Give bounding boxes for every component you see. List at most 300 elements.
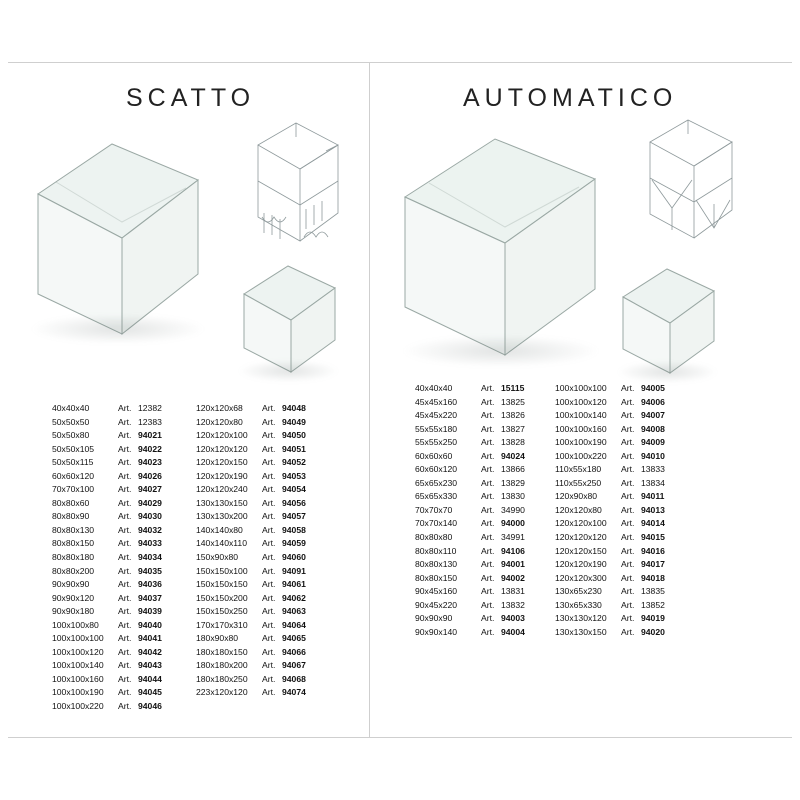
article-label: Art. (481, 383, 495, 393)
article-code: 94020 (641, 626, 665, 637)
article-label: Art. (118, 579, 132, 590)
article-code: 94011 (641, 491, 665, 502)
article-code: 94005 (641, 383, 665, 393)
size-dimensions: 120x120x120 (555, 532, 607, 543)
article-label: Art. (262, 633, 276, 644)
article-label: Art. (621, 504, 635, 515)
table-row (555, 396, 665, 410)
table-row (196, 402, 306, 416)
article-label: Art. (621, 572, 635, 583)
table-row (555, 477, 665, 491)
article-label: Art. (262, 673, 276, 684)
article-label: Art. (621, 396, 635, 407)
article-label: Art. (118, 660, 132, 671)
article-code: 94058 (282, 524, 306, 535)
article-code: 94041 (138, 633, 162, 644)
table-row (555, 585, 665, 599)
article-label: Art. (621, 545, 635, 556)
article-code: 94014 (641, 518, 665, 529)
article-label: Art. (118, 687, 132, 698)
size-table-scatto-col1 (52, 402, 162, 714)
article-code: 94004 (501, 626, 525, 637)
article-code: 12382 (138, 403, 162, 413)
article-code: 13826 (501, 410, 525, 421)
size-dimensions: 140x140x80 (196, 524, 243, 535)
article-code: 94003 (501, 613, 525, 624)
table-row (52, 537, 162, 551)
article-label: Art. (621, 450, 635, 461)
table-row (415, 396, 525, 410)
table-row (196, 497, 306, 511)
size-dimensions: 100x100x120 (52, 646, 104, 657)
size-dimensions: 130x130x200 (196, 511, 248, 522)
article-label: Art. (262, 470, 276, 481)
article-label: Art. (481, 572, 495, 583)
article-label: Art. (262, 687, 276, 698)
article-label: Art. (262, 538, 276, 549)
size-dimensions: 130x65x330 (555, 599, 602, 610)
table-row (555, 409, 665, 423)
size-dimensions: 80x80x110 (415, 545, 457, 556)
size-dimensions: 80x80x180 (52, 552, 95, 563)
size-dimensions: 130x130x120 (555, 613, 607, 624)
table-row (415, 626, 525, 640)
article-code: 94061 (282, 579, 306, 590)
table-row (415, 409, 525, 423)
table-row (555, 545, 665, 559)
size-table-automatico-col2 (555, 382, 665, 639)
article-code: 13866 (501, 464, 525, 475)
size-dimensions: 120x120x80 (555, 504, 602, 515)
article-code: 94062 (282, 592, 306, 603)
size-dimensions: 55x55x250 (415, 437, 458, 448)
table-row (415, 558, 525, 572)
size-dimensions: 120x120x100 (196, 430, 248, 441)
article-code: 94001 (501, 559, 525, 570)
table-row (196, 592, 306, 606)
article-label: Art. (481, 423, 495, 434)
size-dimensions: 180x90x80 (196, 633, 239, 644)
article-code: 94032 (138, 524, 162, 535)
size-dimensions: 170x170x310 (196, 619, 248, 630)
article-code: 94065 (282, 633, 306, 644)
table-row (555, 490, 665, 504)
panel-scatto (8, 62, 369, 737)
size-dimensions: 120x120x240 (196, 484, 248, 495)
table-row (555, 612, 665, 626)
article-code: 94029 (138, 497, 162, 508)
size-table-scatto-col2 (196, 402, 306, 700)
article-code: 94037 (138, 592, 162, 603)
article-label: Art. (262, 443, 276, 454)
article-code: 94051 (282, 443, 306, 454)
table-row (196, 578, 306, 592)
article-code: 94019 (641, 613, 665, 624)
article-code: 94009 (641, 437, 665, 448)
table-row (196, 686, 306, 700)
article-code: 94027 (138, 484, 162, 495)
size-dimensions: 100x100x190 (52, 687, 104, 698)
article-label: Art. (481, 477, 495, 488)
article-label: Art. (481, 545, 495, 556)
size-dimensions: 100x100x80 (52, 619, 99, 630)
article-code: 94021 (138, 430, 162, 441)
table-row (415, 517, 525, 531)
article-label: Art. (481, 464, 495, 475)
product-photo-automatico-small (615, 257, 720, 382)
article-label: Art. (621, 626, 635, 637)
size-dimensions: 120x120x80 (196, 416, 243, 427)
article-code: 94023 (138, 457, 162, 468)
article-code: 94042 (138, 646, 162, 657)
article-label: Art. (118, 606, 132, 617)
article-code: 94044 (138, 673, 162, 684)
table-row (555, 436, 665, 450)
article-code: 13828 (501, 437, 525, 448)
table-row (555, 626, 665, 640)
size-dimensions: 80x80x130 (52, 524, 95, 535)
table-row (196, 565, 306, 579)
article-label: Art. (118, 416, 132, 427)
table-row (555, 382, 665, 396)
article-label: Art. (118, 470, 132, 481)
size-dimensions: 50x50x50 (52, 416, 90, 427)
article-code: 94006 (641, 396, 665, 407)
size-dimensions: 110x55x180 (555, 464, 602, 475)
article-code: 94034 (138, 552, 162, 563)
size-dimensions: 70x70x70 (415, 504, 453, 515)
bottom-divider (8, 737, 792, 738)
table-row (415, 585, 525, 599)
article-label: Art. (481, 504, 495, 515)
table-row (196, 537, 306, 551)
table-row (555, 517, 665, 531)
article-label: Art. (262, 403, 276, 413)
article-label: Art. (262, 457, 276, 468)
article-code: 94002 (501, 572, 525, 583)
table-row (52, 429, 162, 443)
article-label: Art. (262, 579, 276, 590)
article-label: Art. (481, 491, 495, 502)
article-label: Art. (118, 484, 132, 495)
table-row (415, 423, 525, 437)
article-code: 94106 (501, 545, 525, 556)
table-row (415, 612, 525, 626)
table-row (52, 470, 162, 484)
table-row (52, 524, 162, 538)
table-row (52, 416, 162, 430)
article-code: 94050 (282, 430, 306, 441)
article-label: Art. (118, 619, 132, 630)
table-row (196, 605, 306, 619)
article-label: Art. (621, 423, 635, 434)
article-code: 94057 (282, 511, 306, 522)
size-dimensions: 90x90x120 (52, 592, 95, 603)
article-label: Art. (118, 430, 132, 441)
size-dimensions: 40x40x40 (415, 383, 453, 393)
article-code: 94045 (138, 687, 162, 698)
article-code: 94066 (282, 646, 306, 657)
article-label: Art. (481, 626, 495, 637)
table-row (555, 558, 665, 572)
size-dimensions: 70x70x140 (415, 518, 458, 529)
article-code: 94007 (641, 410, 665, 421)
size-dimensions: 60x60x120 (415, 464, 458, 475)
article-code: 13829 (501, 477, 525, 488)
article-label: Art. (262, 430, 276, 441)
table-row (52, 565, 162, 579)
table-row (415, 450, 525, 464)
article-code: 12383 (138, 416, 162, 427)
article-label: Art. (118, 524, 132, 535)
size-dimensions: 100x100x220 (52, 701, 104, 712)
article-code: 13834 (641, 477, 665, 488)
table-row (415, 382, 525, 396)
size-dimensions: 90x90x90 (52, 579, 90, 590)
article-label: Art. (262, 565, 276, 576)
table-row (52, 483, 162, 497)
size-dimensions: 100x100x160 (52, 673, 104, 684)
table-row (555, 423, 665, 437)
size-dimensions: 150x150x200 (196, 592, 248, 603)
article-label: Art. (621, 559, 635, 570)
table-row (196, 456, 306, 470)
article-code: 13852 (641, 599, 665, 610)
article-code: 34990 (501, 504, 525, 515)
article-label: Art. (481, 437, 495, 448)
size-dimensions: 65x65x330 (415, 491, 458, 502)
article-label: Art. (262, 484, 276, 495)
article-code: 15115 (501, 383, 525, 393)
size-dimensions: 120x120x68 (196, 403, 243, 413)
table-row (415, 490, 525, 504)
size-dimensions: 130x65x230 (555, 586, 602, 597)
article-code: 13827 (501, 423, 525, 434)
size-dimensions: 180x180x200 (196, 660, 248, 671)
product-photo-scatto-small (236, 252, 341, 382)
article-label: Art. (621, 518, 635, 529)
article-code: 94046 (138, 701, 162, 712)
table-row (196, 619, 306, 633)
size-dimensions: 60x60x60 (415, 450, 453, 461)
table-row (555, 504, 665, 518)
size-dimensions: 90x90x90 (415, 613, 453, 624)
article-label: Art. (481, 599, 495, 610)
technical-drawing-automatico (640, 112, 745, 262)
article-label: Art. (262, 619, 276, 630)
size-dimensions: 150x150x100 (196, 565, 248, 576)
article-code: 94035 (138, 565, 162, 576)
table-row (196, 646, 306, 660)
article-label: Art. (621, 491, 635, 502)
size-dimensions: 100x100x140 (555, 410, 607, 421)
article-label: Art. (621, 383, 635, 393)
product-photo-automatico-large (395, 117, 605, 377)
table-row (196, 483, 306, 497)
article-code: 94030 (138, 511, 162, 522)
article-code: 94068 (282, 673, 306, 684)
article-label: Art. (481, 613, 495, 624)
article-code: 94064 (282, 619, 306, 630)
size-dimensions: 60x60x120 (52, 470, 95, 481)
article-code: 94059 (282, 538, 306, 549)
size-dimensions: 120x120x150 (196, 457, 248, 468)
article-label: Art. (262, 524, 276, 535)
size-dimensions: 120x120x190 (555, 559, 607, 570)
article-label: Art. (118, 592, 132, 603)
article-label: Art. (118, 538, 132, 549)
article-label: Art. (481, 518, 495, 529)
article-code: 94048 (282, 403, 306, 413)
size-dimensions: 80x80x200 (52, 565, 95, 576)
article-label: Art. (262, 646, 276, 657)
article-label: Art. (621, 437, 635, 448)
article-code: 13830 (501, 491, 525, 502)
article-label: Art. (118, 673, 132, 684)
table-row (415, 599, 525, 613)
size-dimensions: 120x90x80 (555, 491, 598, 502)
size-dimensions: 50x50x115 (52, 457, 94, 468)
table-row (415, 477, 525, 491)
table-row (52, 646, 162, 660)
article-label: Art. (481, 450, 495, 461)
article-code: 94053 (282, 470, 306, 481)
size-dimensions: 180x180x150 (196, 646, 248, 657)
size-dimensions: 45x45x220 (415, 410, 458, 421)
size-dimensions: 110x55x250 (555, 477, 602, 488)
size-dimensions: 90x90x180 (52, 606, 95, 617)
article-code: 94036 (138, 579, 162, 590)
article-label: Art. (118, 646, 132, 657)
table-row (52, 497, 162, 511)
size-dimensions: 80x80x90 (52, 511, 90, 522)
table-row (196, 632, 306, 646)
size-dimensions: 150x150x250 (196, 606, 248, 617)
size-dimensions: 130x130x150 (555, 626, 607, 637)
size-dimensions: 150x150x150 (196, 579, 248, 590)
size-dimensions: 90x90x140 (415, 626, 458, 637)
size-dimensions: 100x100x160 (555, 423, 607, 434)
table-row (196, 510, 306, 524)
size-dimensions: 80x80x130 (415, 559, 458, 570)
article-code: 13832 (501, 599, 525, 610)
table-row (196, 524, 306, 538)
table-row (415, 531, 525, 545)
article-label: Art. (118, 511, 132, 522)
article-code: 13825 (501, 396, 525, 407)
article-label: Art. (118, 701, 132, 712)
article-label: Art. (118, 457, 132, 468)
article-code: 94033 (138, 538, 162, 549)
table-row (52, 402, 162, 416)
table-row (52, 605, 162, 619)
article-label: Art. (481, 396, 495, 407)
size-dimensions: 70x70x100 (52, 484, 95, 495)
table-row (196, 429, 306, 443)
size-dimensions: 100x100x220 (555, 450, 607, 461)
article-code: 94063 (282, 606, 306, 617)
size-dimensions: 120x120x190 (196, 470, 248, 481)
article-label: Art. (621, 532, 635, 543)
article-code: 94091 (282, 565, 306, 576)
article-label: Art. (621, 410, 635, 421)
table-row (415, 504, 525, 518)
table-row (555, 463, 665, 477)
size-dimensions: 100x100x190 (555, 437, 607, 448)
product-photo-scatto-large (26, 122, 206, 352)
article-code: 94013 (641, 504, 665, 515)
size-dimensions: 80x80x60 (52, 497, 90, 508)
article-code: 94054 (282, 484, 306, 495)
size-dimensions: 180x180x250 (196, 673, 248, 684)
page-title-scatto: SCATTO (126, 84, 256, 112)
table-row (52, 578, 162, 592)
size-table-automatico-col1 (415, 382, 525, 639)
article-label: Art. (481, 586, 495, 597)
article-code: 94040 (138, 619, 162, 630)
table-row (52, 510, 162, 524)
table-row (555, 531, 665, 545)
article-label: Art. (481, 410, 495, 421)
size-dimensions: 100x100x100 (555, 383, 607, 393)
table-row (52, 673, 162, 687)
size-dimensions: 100x100x120 (555, 396, 607, 407)
article-label: Art. (118, 443, 132, 454)
table-row (52, 551, 162, 565)
article-code: 94022 (138, 443, 162, 454)
article-code: 94016 (641, 545, 665, 556)
article-code: 94056 (282, 497, 306, 508)
table-row (196, 551, 306, 565)
size-dimensions: 120x120x100 (555, 518, 607, 529)
article-code: 94008 (641, 423, 665, 434)
table-row (415, 572, 525, 586)
article-label: Art. (118, 552, 132, 563)
table-row (415, 463, 525, 477)
article-label: Art. (262, 416, 276, 427)
article-code: 94052 (282, 457, 306, 468)
table-row (52, 592, 162, 606)
size-dimensions: 120x120x150 (555, 545, 607, 556)
size-dimensions: 50x50x105 (52, 443, 95, 454)
table-row (52, 686, 162, 700)
article-label: Art. (262, 592, 276, 603)
table-row (52, 659, 162, 673)
table-row (555, 599, 665, 613)
article-label: Art. (262, 552, 276, 563)
table-row (52, 456, 162, 470)
table-row (415, 436, 525, 450)
table-row (52, 443, 162, 457)
article-code: 94026 (138, 470, 162, 481)
table-row (196, 673, 306, 687)
table-row (52, 632, 162, 646)
size-dimensions: 45x45x160 (415, 396, 458, 407)
size-dimensions: 223x120x120 (196, 687, 248, 698)
table-row (555, 572, 665, 586)
panel-automatico (370, 62, 792, 737)
article-label: Art. (621, 477, 635, 488)
size-dimensions: 140x140x110 (196, 538, 247, 549)
article-code: 94010 (641, 450, 665, 461)
article-label: Art. (118, 633, 132, 644)
size-dimensions: 80x80x80 (415, 532, 453, 543)
article-code: 94024 (501, 450, 525, 461)
size-dimensions: 80x80x150 (52, 538, 95, 549)
article-label: Art. (262, 606, 276, 617)
article-label: Art. (262, 660, 276, 671)
article-code: 94060 (282, 552, 306, 563)
